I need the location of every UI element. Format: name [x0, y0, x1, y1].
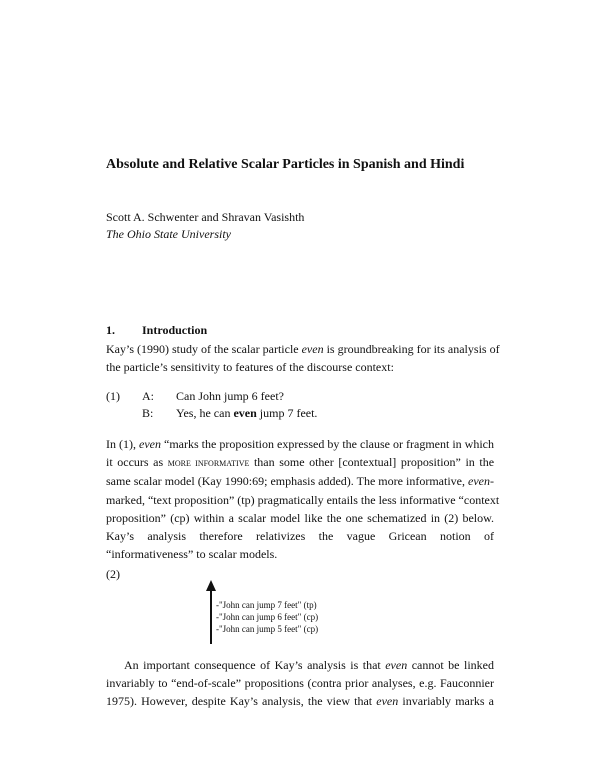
paper-title: Absolute and Relative Scalar Particles in Spanish and Hindi — [106, 157, 465, 172]
author-affiliation: The Ohio State University — [106, 227, 231, 241]
text-line: the particle’s sensitivity to features of the discourse context: — [106, 360, 394, 375]
text-line: In (1), even “marks the proposition expressed by the clause or fragment in which — [106, 437, 494, 451]
section-number: 1. — [106, 323, 115, 337]
example-2-number: (2) — [106, 567, 120, 581]
example-1-number: (1) — [106, 389, 120, 403]
example-1-speaker-a: A: — [142, 389, 154, 403]
example-1-line-a: Can John jump 6 feet? — [176, 389, 284, 403]
text-line: Kay’s analysis therefore relativizes the vague Gricean notion of — [106, 529, 494, 544]
text-line: marked, “text proposition” (tp) pragmatically entails the less informative “context — [106, 492, 500, 507]
scale-arrow-shaft — [210, 590, 212, 644]
text-line: “informativeness” to scalar models. — [106, 547, 278, 562]
text-line: 1975). However, despite Kay’s analysis, the view that even invariably marks a — [106, 694, 494, 709]
intro-paragraph — [106, 340, 500, 376]
text-line: it occurs as more informative than some other [contextual] proposition” in the — [106, 455, 495, 470]
paragraph-2 — [106, 435, 500, 563]
section-title: Introduction — [142, 323, 208, 337]
text-line: Kay’s (1990) study of the scalar particle even is groundbreaking for its analysis of — [106, 342, 500, 356]
text-line: same scalar model (Kay 1990:69; emphasis added). The more informative, even- — [106, 474, 494, 489]
scale-item-cp-5: -"John can jump 5 feet" (cp) — [216, 624, 319, 634]
example-1-speaker-b: B: — [142, 406, 154, 420]
paragraph-3 — [106, 656, 494, 711]
scale-item-tp: -"John can jump 7 feet" (tp) — [216, 600, 317, 610]
scale-item-cp-6: -"John can jump 6 feet" (cp) — [216, 612, 319, 622]
text-line: proposition” (cp) within a scalar model like the one schematized in (2) below. — [106, 510, 494, 525]
example-1-line-b: Yes, he can even jump 7 feet. — [176, 406, 318, 420]
text-line: invariably to “end-of-scale” propositions (contra prior analyses, e.g. Fauconnier — [106, 676, 494, 691]
text-line: An important consequence of Kay’s analysis is that even cannot be linked — [124, 658, 494, 672]
author-names: Scott A. Schwenter and Shravan Vasishth — [106, 210, 305, 224]
